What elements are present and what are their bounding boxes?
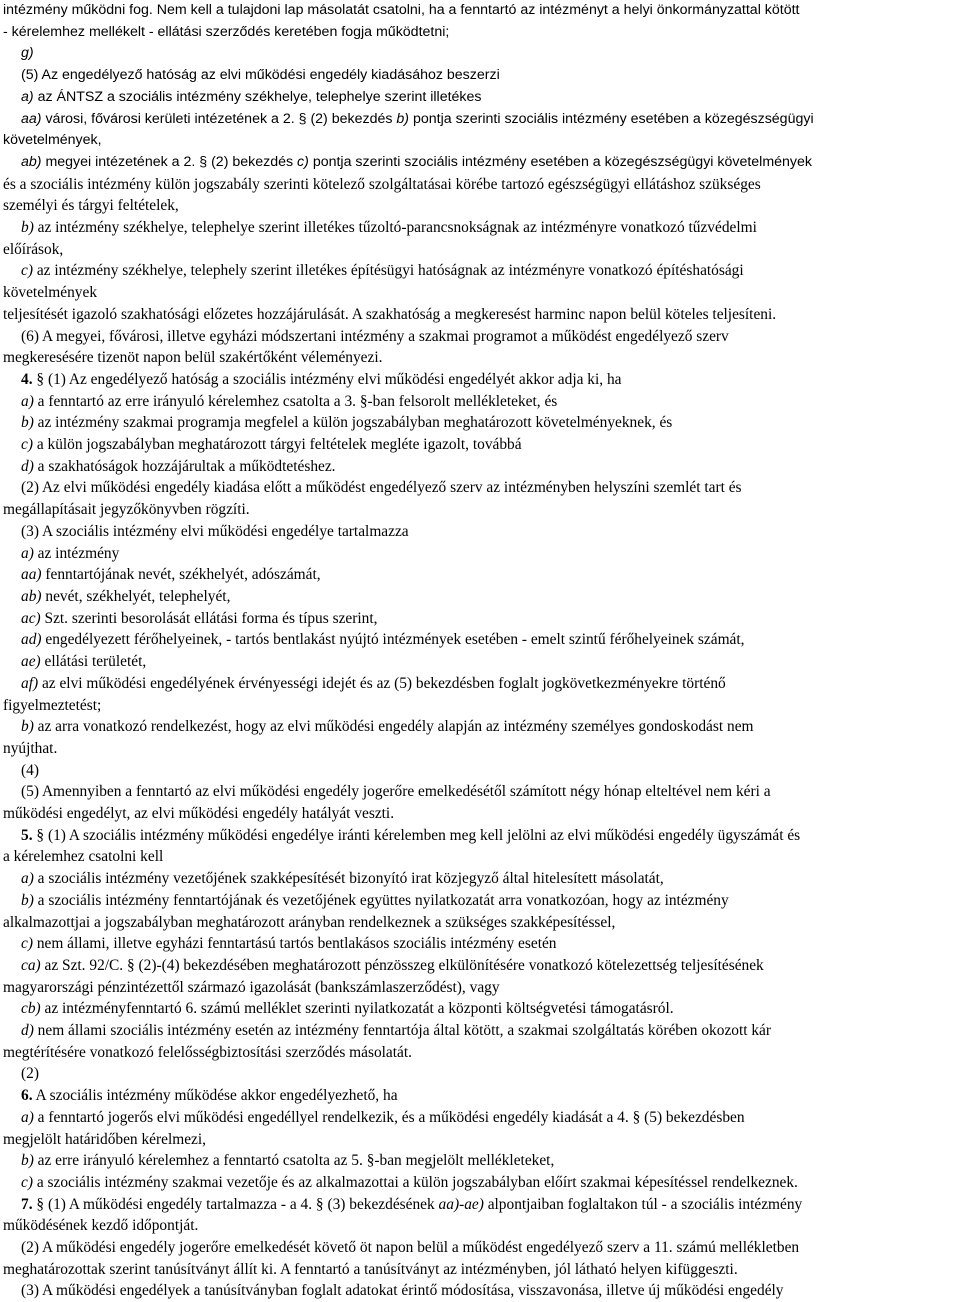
item-marker: d) xyxy=(21,457,34,475)
text-line xyxy=(3,955,956,977)
text-run: a külön jogszabályban meghatározott tárgyi feltételek megléte igazolt, továbbá xyxy=(32,436,522,454)
text-run: (5) Az engedélyező hatóság az elvi működési engedély kiadásához beszerzi xyxy=(21,67,500,84)
text-line xyxy=(3,716,956,738)
text-run: az Szt. 92/C. xyxy=(40,956,128,974)
text-line xyxy=(3,629,956,651)
text-line xyxy=(3,369,956,391)
section-number: 5. xyxy=(21,826,33,844)
text-run: fenntartójának nevét, székhelyét, adószámát, xyxy=(41,566,321,584)
text-run: személyi és tárgyi feltételek, xyxy=(3,197,179,215)
text-line xyxy=(3,195,956,217)
item-marker: g) xyxy=(21,45,34,62)
item-marker: d) xyxy=(21,1022,34,1040)
item-marker: ad) xyxy=(21,631,42,649)
text-run: megjelölt határidőben kérelmezi, xyxy=(3,1130,206,1148)
text-run: § (1) A szociális intézmény működési engedélye iránti kérelemben meg kell jelölni az elvi működési engedély ügyszámát és xyxy=(36,826,801,844)
text-run: (2) A működési engedély jogerőre emelkedését követő öt napon belül a működést engedélyező szerv a 11. számú mellékletben xyxy=(21,1239,800,1257)
item-marker: c) xyxy=(297,153,309,170)
text-run: § (5) bekezdésben xyxy=(632,1108,745,1126)
text-run: működési engedélyt, az elvi működési engedély hatályát veszti. xyxy=(3,805,395,823)
section-number: 6. xyxy=(21,1087,33,1105)
text-line xyxy=(3,391,956,413)
text-line xyxy=(3,87,956,109)
item-marker: ac) xyxy=(21,609,41,627)
item-marker: aa) xyxy=(21,110,42,127)
text-line xyxy=(3,434,956,456)
text-run: §-ban megjelölt mellékleteket, xyxy=(366,1152,555,1170)
text-run: (2) xyxy=(21,1065,39,1083)
text-run: nem állami, illetve egyházi fenntartású tartós bentlakásos szociális intézmény esetén xyxy=(32,935,557,953)
text-run: a kérelemhez csatolni kell xyxy=(3,848,164,866)
text-run: működésének kezdő időpontját. xyxy=(3,1217,199,1235)
text-line xyxy=(3,282,956,304)
text-line xyxy=(3,1042,956,1064)
text-run: (6) A megyei, fővárosi, illetve egyházi módszertani intézmény a szakmai programot a működést engedélyező szerv xyxy=(21,327,729,345)
text-line xyxy=(3,781,956,803)
text-line xyxy=(3,499,956,521)
text-run: figyelmeztetést; xyxy=(3,696,102,714)
text-line xyxy=(3,456,956,478)
text-line xyxy=(3,217,956,239)
text-run: (5) Amennyiben a fenntartó az elvi működési engedély jogerőre emelkedésétől számított négy hónap elteltével nem kéri a xyxy=(21,783,771,801)
text-line xyxy=(3,326,956,348)
text-line xyxy=(3,695,956,717)
item-marker: b) xyxy=(21,718,34,736)
item-marker: a) xyxy=(21,544,34,562)
item-marker: a) xyxy=(21,392,34,410)
text-run: megállapításait jegyzőkönyvben rögzíti. xyxy=(3,501,250,519)
text-run: § (1) A működési engedély tartalmazza - a 4. xyxy=(36,1195,316,1213)
text-run: intézmény működni fog. Nem kell a tulajdoni lap másolatát csatolni, ha a fenntartó az intézményt a helyi önkormányzattal kötött xyxy=(3,2,800,18)
text-run: az arra vonatkozó rendelkezést, hogy az elvi működési engedély alapján az intézmény személyes gondoskodást nem xyxy=(33,718,754,736)
text-line xyxy=(3,760,956,782)
text-run: nyújthat. xyxy=(3,739,58,757)
text-run: megkeresésére tizenöt napon belül szakértőként véleményezi. xyxy=(3,349,383,367)
text-line xyxy=(3,109,956,131)
text-run: az intézmény szakmai programja megfelel a külön jogszabályban meghatározott követelményeknek, és xyxy=(33,414,673,432)
text-line xyxy=(3,933,956,955)
item-marker: c) xyxy=(21,1173,33,1191)
text-run: a fenntartó az erre irányuló kérelemhez csatolta a 3. xyxy=(33,392,360,410)
text-run: magyarországi pénzintézettől származó igazolását (bankszámlaszerződést), vagy xyxy=(3,978,500,996)
text-line xyxy=(3,477,956,499)
text-line xyxy=(3,738,956,760)
text-run: ellátási területét, xyxy=(40,653,147,671)
item-marker: ab) xyxy=(21,587,42,605)
text-line xyxy=(3,564,956,586)
item-marker: b) xyxy=(21,219,34,237)
text-run: pontja szerinti szociális intézmény esetében a közegészségügyi xyxy=(409,110,814,127)
text-run: §-ban felsorolt mellékleteket, és xyxy=(359,392,558,410)
text-line xyxy=(3,1237,956,1259)
text-run: engedélyezett férőhelyeinek, - tartós bentlakást nyújtó intézmények esetében - emelt szintű férőhelyeinek számát, xyxy=(41,631,745,649)
text-run: követelmények xyxy=(3,284,98,302)
text-run: (3) A működési engedélyek a tanúsítványban foglalt adatokat érintő módosítása, visszavonása, illetve új működési engedély xyxy=(21,1282,784,1300)
item-marker: ab) xyxy=(21,153,42,170)
text-run: a szociális intézmény fenntartójának és vezetőjének együttes nyilatkozatát arra vonatkozóan, hogy az intézmény xyxy=(33,891,729,909)
text-run: városi, fővárosi kerületi intézetének a 2. xyxy=(41,110,299,127)
text-run: (3) A szociális intézmény elvi működési engedélye tartalmazza xyxy=(21,522,409,540)
text-line xyxy=(3,1085,956,1107)
text-line xyxy=(3,304,956,326)
text-line xyxy=(3,803,956,825)
text-line xyxy=(3,1215,956,1237)
text-run: az erre irányuló kérelemhez a fenntartó csatolta az 5. xyxy=(33,1152,367,1170)
text-run: megyei intézetének a 2. xyxy=(41,153,200,170)
text-line xyxy=(3,1194,956,1216)
text-line xyxy=(3,22,956,44)
text-run: és a szociális intézmény külön jogszabály szerinti kötelező szolgáltatásai körébe tartozó egészségügyi ellátáshoz szükséges xyxy=(3,175,761,193)
text-line xyxy=(3,521,956,543)
item-marker: ae) xyxy=(21,653,41,671)
text-run: § (1) Az engedélyező hatóság a szociális intézmény elvi működési engedélyét akkor adja ki, ha xyxy=(36,370,622,388)
text-run: előírások, xyxy=(3,240,64,258)
text-line xyxy=(3,43,956,65)
text-run: alkalmazottjai a jogszabályban meghatározott arányban rendelkeznek a szükséges szakképesítéssel, xyxy=(3,913,616,931)
item-marker: af) xyxy=(21,674,39,692)
text-run: (4) xyxy=(21,761,39,779)
text-run: megtérítésére vonatkozó felelősségbiztosítási szerződés másolatát. xyxy=(3,1043,412,1061)
text-run: § (2)-(4) bekezdésében meghatározott pénzösszeg elkülönítésére vonatkozó kötelezettség teljesítésének xyxy=(127,956,764,974)
text-line xyxy=(3,0,956,22)
text-line xyxy=(3,1107,956,1129)
text-line xyxy=(3,890,956,912)
text-line xyxy=(3,586,956,608)
text-run: követelmények, xyxy=(3,132,102,149)
item-marker: b) xyxy=(396,110,410,127)
section-number: 7. xyxy=(21,1195,33,1213)
text-run: (2) Az elvi működési engedély kiadása előtt a működést engedélyező szerv az intézményben helyszíni szemlét tart és xyxy=(21,479,742,497)
text-line xyxy=(3,1259,956,1281)
text-line xyxy=(3,846,956,868)
text-run: pontja szerinti szociális intézmény esetében a közegészségügyi követelmények xyxy=(308,153,813,170)
text-line xyxy=(3,1172,956,1194)
item-marker: c) xyxy=(21,262,33,280)
item-marker: a) xyxy=(21,870,34,888)
section-number: 4. xyxy=(21,370,33,388)
text-line xyxy=(3,1150,956,1172)
text-run: - kérelemhez mellékelt - ellátási szerződés keretében fogja működtetni; xyxy=(3,23,450,40)
text-run: alpontjaiban foglaltakon túl - a szociális intézmény xyxy=(483,1195,803,1213)
text-run: a szakhatóságok hozzájárultak a működtetéshez. xyxy=(33,457,336,475)
item-marker: c) xyxy=(21,935,33,953)
item-marker: b) xyxy=(21,891,34,909)
item-marker: ca) xyxy=(21,956,41,974)
text-line xyxy=(3,1280,956,1302)
text-line xyxy=(3,868,956,890)
text-run: A szociális intézmény működése akkor engedélyezhető, ha xyxy=(35,1087,398,1105)
text-line xyxy=(3,977,956,999)
text-line xyxy=(3,65,956,87)
item-marker: a) xyxy=(21,1108,34,1126)
text-line xyxy=(3,239,956,261)
text-line xyxy=(3,651,956,673)
text-run: az intézmény xyxy=(33,544,120,562)
text-line xyxy=(3,152,956,174)
text-line xyxy=(3,1020,956,1042)
text-line xyxy=(3,412,956,434)
text-line xyxy=(3,174,956,196)
text-run: nevét, székhelyét, telephelyét, xyxy=(41,587,231,605)
text-line xyxy=(3,998,956,1020)
text-run: nem állami szociális intézmény esetén az intézmény fenntartója által kötött, a szakmai szolgáltatás körében okozott kár xyxy=(33,1022,772,1040)
item-marker: aa) xyxy=(21,566,42,584)
item-marker: aa)-ae) xyxy=(438,1195,484,1213)
text-line xyxy=(3,260,956,282)
text-line xyxy=(3,673,956,695)
text-run: az intézményfenntartó 6. számú melléklet szerinti nyilatkozatát a központi költségvetési támogatásról. xyxy=(40,1000,674,1018)
text-line xyxy=(3,347,956,369)
item-marker: b) xyxy=(21,1152,34,1170)
text-line xyxy=(3,825,956,847)
item-marker: c) xyxy=(21,436,33,454)
text-run: az elvi működési engedélyének érvényességi idejét és az (5) bekezdésben foglalt jogkövetkezményekre történő xyxy=(38,674,726,692)
item-marker: a) xyxy=(21,88,34,105)
text-run: az ÁNTSZ a szociális intézmény székhelye, telephelye szerint illetékes xyxy=(33,88,482,105)
text-line xyxy=(3,1129,956,1151)
text-run: az intézmény székhelye, telephelye szerint illetékes tűzoltó-parancsnokságnak az intézményre vonatkozó tűzvédelmi xyxy=(33,219,757,237)
text-line xyxy=(3,543,956,565)
text-run: a szociális intézmény szakmai vezetője és az alkalmazottai a külön jogszabályban előírt szakmai képesítéssel rendelkeznek. xyxy=(32,1173,798,1191)
text-line xyxy=(3,130,956,152)
text-line xyxy=(3,912,956,934)
text-run: § (3) bekezdésének xyxy=(315,1195,439,1213)
text-run: § (2) bekezdés xyxy=(199,153,298,170)
item-marker: b) xyxy=(21,414,34,432)
text-line xyxy=(3,1063,956,1085)
text-run: § (2) bekezdés xyxy=(298,110,397,127)
text-run: a szociális intézmény vezetőjének szakképesítését bizonyító irat közjegyző által hitelesített másolatát, xyxy=(33,870,664,888)
text-run: Szt. szerinti besorolását ellátási forma és típus szerint, xyxy=(40,609,378,627)
text-run: a fenntartó jogerős elvi működési engedéllyel rendelkezik, és a működési engedély kiadását a 4. xyxy=(33,1108,633,1126)
text-line xyxy=(3,608,956,630)
text-run: az intézmény székhelye, telephely szerint illetékes építésügyi hatóságnak az intézményre vonatkozó építéshatósági xyxy=(32,262,744,280)
item-marker: cb) xyxy=(21,1000,41,1018)
text-run: meghatározottak szerint tanúsítványt állít ki. A fenntartó a tanúsítványt az intézményben, jól látható helyen kifüggeszti. xyxy=(3,1260,738,1278)
text-run: teljesítését igazoló szakhatósági előzetes hozzájárulását. A szakhatóság a megkeresést harminc napon belül köteles teljesíteni. xyxy=(3,305,777,323)
